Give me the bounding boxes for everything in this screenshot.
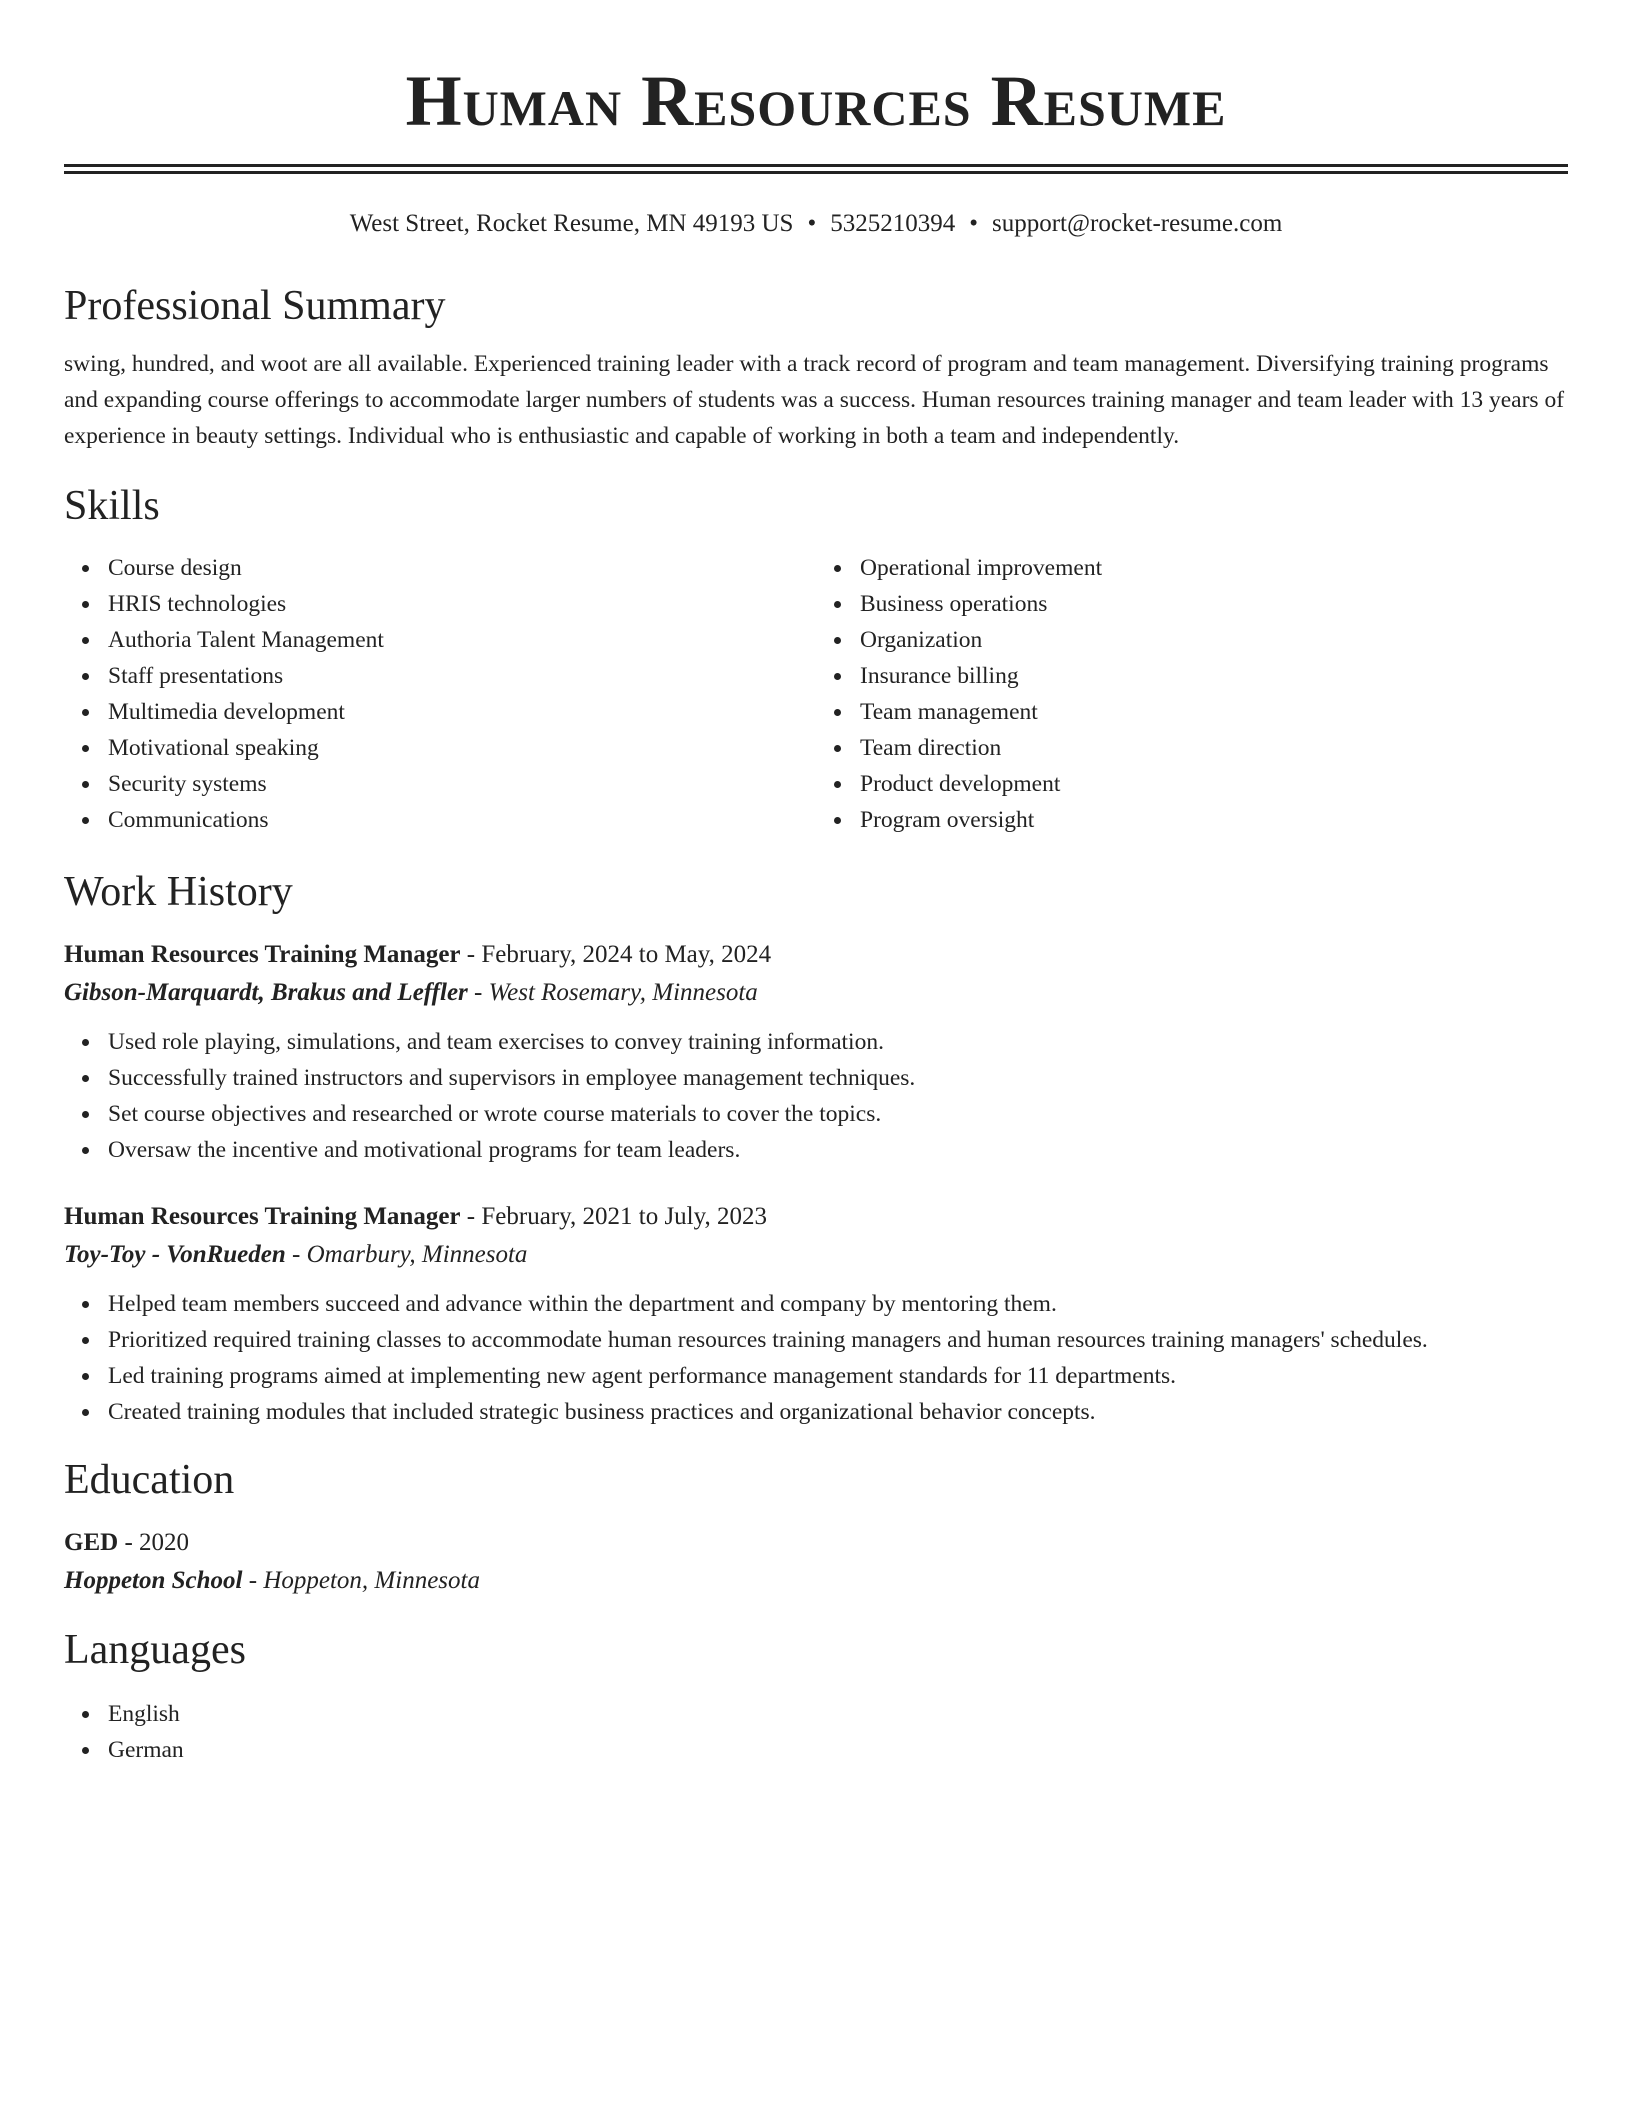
job-location: Omarbury, Minnesota	[306, 1241, 528, 1268]
skill-item: Insurance billing	[860, 658, 1568, 694]
education-school: Hoppeton School	[64, 1567, 243, 1594]
skill-item: Multimedia development	[108, 694, 816, 730]
skill-item: Team direction	[860, 730, 1568, 766]
education-year: 2020	[139, 1529, 190, 1556]
skill-item: Program oversight	[860, 802, 1568, 838]
job-title-line	[64, 1198, 1568, 1236]
job-location: West Rosemary, Minnesota	[488, 979, 758, 1006]
title-double-rule	[64, 164, 1568, 174]
skill-item: Organization	[860, 622, 1568, 658]
dash: -	[460, 1203, 482, 1230]
job-entry	[64, 1198, 1568, 1430]
contact-phone: 5325210394	[830, 210, 956, 237]
dash: -	[242, 1567, 264, 1594]
education-location: Hoppeton, Minnesota	[263, 1567, 480, 1594]
job-title-line	[64, 936, 1568, 974]
job-company: Gibson-Marquardt, Brakus and Leffler	[64, 979, 468, 1006]
skill-item: Authoria Talent Management	[108, 622, 816, 658]
skill-item: Security systems	[108, 766, 816, 802]
education-degree: GED	[64, 1529, 119, 1556]
job-title: Human Resources Training Manager	[64, 941, 461, 968]
job-company: Toy-Toy - VonRueden	[64, 1241, 286, 1268]
skill-item: Team management	[860, 694, 1568, 730]
skills-list-left	[64, 550, 816, 838]
job-title: Human Resources Training Manager	[64, 1203, 461, 1230]
job-bullet: Successfully trained instructors and supervisors in employee management techniques.	[108, 1060, 1568, 1096]
skill-item: Business operations	[860, 586, 1568, 622]
job-bullet-list	[64, 1286, 1568, 1430]
skill-item: Operational improvement	[860, 550, 1568, 586]
contact-separator: •	[969, 210, 978, 237]
job-bullet: Prioritized required training classes to accommodate human resources training managers and human resources training managers' schedules.	[108, 1322, 1568, 1358]
skills-heading: Skills	[64, 483, 160, 529]
contact-separator: •	[807, 210, 817, 237]
job-bullet-list	[64, 1024, 1568, 1168]
summary-heading: Professional Summary	[64, 283, 446, 329]
job-entry	[64, 936, 1568, 1168]
education-school-line	[64, 1562, 1568, 1600]
language-item: German	[108, 1732, 1568, 1768]
skill-item: HRIS technologies	[108, 586, 816, 622]
contact-email: support@rocket-resume.com	[992, 210, 1283, 237]
skill-item: Staff presentations	[108, 658, 816, 694]
job-bullet: Set course objectives and researched or wrote course materials to cover the topics.	[108, 1096, 1568, 1132]
job-bullet: Created training modules that included strategic business practices and organizational behavior concepts.	[108, 1394, 1568, 1430]
job-dates: February, 2024 to May, 2024	[481, 941, 772, 968]
work-history-heading: Work History	[64, 869, 293, 915]
resume-title: Human Resources Resume	[405, 61, 1227, 141]
job-company-line	[64, 1236, 1568, 1274]
dash: -	[118, 1529, 140, 1556]
languages-heading: Languages	[64, 1627, 246, 1673]
skill-item: Product development	[860, 766, 1568, 802]
job-dates: February, 2021 to July, 2023	[481, 1203, 767, 1230]
skill-item: Motivational speaking	[108, 730, 816, 766]
dash: -	[467, 979, 489, 1006]
contact-address: West Street, Rocket Resume, MN 49193 US	[349, 210, 794, 237]
job-company-line	[64, 974, 1568, 1012]
job-bullet: Oversaw the incentive and motivational programs for team leaders.	[108, 1132, 1568, 1168]
skills-list-right	[816, 550, 1568, 838]
dash: -	[285, 1241, 307, 1268]
language-item: English	[108, 1696, 1568, 1732]
job-bullet: Led training programs aimed at implementing new agent performance management standards for 11 departments.	[108, 1358, 1568, 1394]
skills-columns	[64, 550, 1568, 838]
dash: -	[460, 941, 482, 968]
languages-list	[64, 1696, 1568, 1768]
job-bullet: Used role playing, simulations, and team exercises to convey training information.	[108, 1024, 1568, 1060]
summary-text: swing, hundred, and woot are all available. Experienced training leader with a track record of program and team management. Diversifying training programs and expanding course offerings to accommodate larger numbers of students was a success. Human resources training manager and team leader with 13 years of experience in beauty settings. Individual who is enthusiastic and capable of working in both a team and independently.	[64, 351, 1565, 449]
skill-item: Course design	[108, 550, 816, 586]
skill-item: Communications	[108, 802, 816, 838]
contact-line	[64, 208, 1568, 240]
job-bullet: Helped team members succeed and advance within the department and company by mentoring them.	[108, 1286, 1568, 1322]
education-heading: Education	[64, 1457, 235, 1503]
education-degree-line	[64, 1524, 1568, 1562]
